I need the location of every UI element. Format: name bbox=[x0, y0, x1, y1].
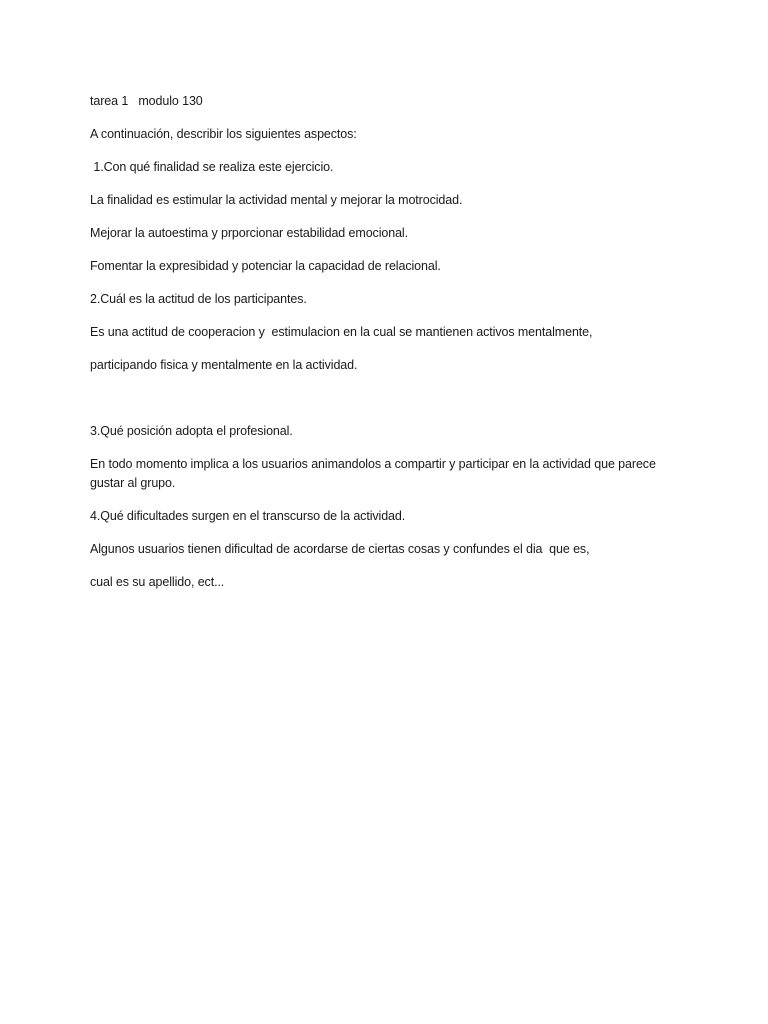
answer-4-line-1: Algunos usuarios tienen dificultad de acordarse de ciertas cosas y confundes el dia que es, bbox=[90, 542, 590, 556]
answer-1-line-3: Fomentar la expresibidad y potenciar la capacidad de relacional. bbox=[90, 259, 441, 273]
answer-3: En todo momento implica a los usuarios animandolos a compartir y participar en la actividad que parece gustar al grupo. bbox=[90, 457, 660, 490]
instruction-paragraph: A continuación, describir los siguientes aspectos: bbox=[90, 127, 357, 141]
answer-1-line-1: La finalidad es estimular la actividad mental y mejorar la motrocidad. bbox=[90, 193, 463, 207]
answer-2-line-1: Es una actitud de cooperacion y estimulacion en la cual se mantienen activos mentalmente, bbox=[90, 325, 593, 339]
answer-2-line-2: participando fisica y mentalmente en la actividad. bbox=[90, 358, 358, 372]
document-body bbox=[90, 92, 690, 592]
question-3: 3.Qué posición adopta el profesional. bbox=[90, 424, 293, 438]
question-2: 2.Cuál es la actitud de los participantes. bbox=[90, 292, 307, 306]
answer-4-line-2: cual es su apellido, ect... bbox=[90, 575, 225, 589]
question-4: 4.Qué dificultades surgen en el transcurso de la actividad. bbox=[90, 509, 406, 523]
question-1: 1.Con qué finalidad se realiza este ejercicio. bbox=[90, 160, 334, 174]
document-heading: tarea 1 modulo 130 bbox=[90, 94, 203, 108]
answer-1-line-2: Mejorar la autoestima y prporcionar estabilidad emocional. bbox=[90, 226, 408, 240]
